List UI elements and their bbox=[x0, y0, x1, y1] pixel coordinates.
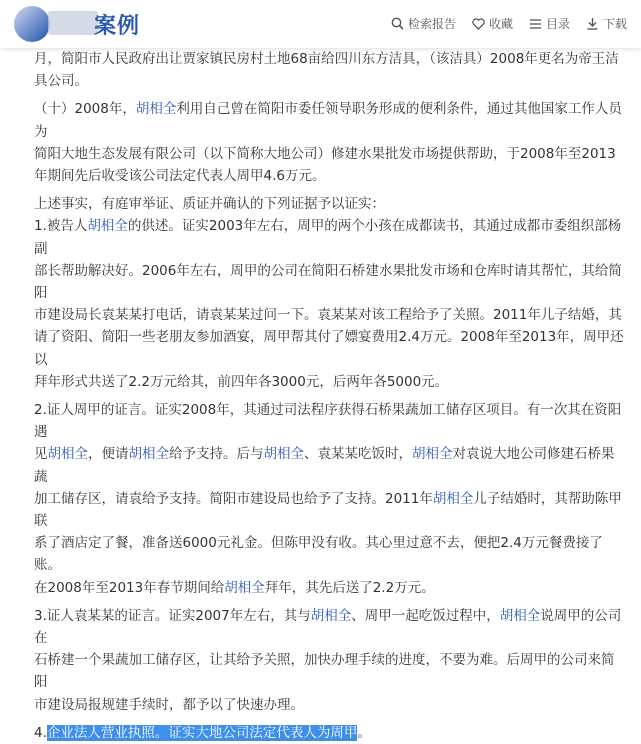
toolbar bbox=[391, 15, 627, 32]
text-run: 、袁某某吃饭时， bbox=[304, 446, 412, 463]
document-body bbox=[34, 48, 626, 744]
person-link[interactable]: 胡相全 bbox=[499, 607, 541, 624]
heart-icon bbox=[472, 18, 485, 30]
download-label: 下载 bbox=[602, 17, 627, 31]
text-line: 部长帮助解决好。2006年左右，周甲的公司在简阳石桥建水果批发市场和仓库时请其帮忙，其给简阳 bbox=[34, 262, 622, 302]
logo-icon[interactable] bbox=[14, 6, 50, 42]
text-run: 的供述。证实2003年左右，周甲的两个小孩在成都读书，其通过成都市委组织部杨副 bbox=[34, 218, 622, 257]
text-run: 说周甲的公司在 bbox=[34, 607, 622, 647]
text-run: 。 bbox=[357, 724, 371, 741]
catalog-button[interactable] bbox=[529, 15, 570, 32]
download-button[interactable] bbox=[586, 15, 627, 32]
selected-text[interactable]: 企业法人营业执照。证实大地公司法定代表人为周甲 bbox=[46, 724, 358, 741]
search-icon bbox=[391, 17, 404, 30]
text-run: ，便请 bbox=[88, 446, 129, 463]
text-run: 4. bbox=[34, 724, 47, 741]
text-run: 、周甲一起吃饭过程中， bbox=[351, 607, 500, 624]
person-link[interactable]: 胡相全 bbox=[87, 218, 128, 235]
text-line: 市建设局长袁某某打电话，请袁某某过问一下。袁某某对该工程给予了关照。2011年儿子结婚，其 bbox=[34, 307, 622, 324]
paragraph-5 bbox=[34, 605, 626, 716]
text-line: 简阳大地生态发展有限公司（以下简称大地公司）修建水果批发市场提供帮助，于2008年至2013 bbox=[34, 145, 616, 162]
text-run: 给予支持。后与 bbox=[169, 446, 264, 463]
text-run: 3.证人袁某某的证言。证实2007年左右，其与 bbox=[34, 607, 311, 624]
text-line: 系了酒店定了餐，准备送6000元礼金。但陈甲没有收。其心里过意不去，便把2.4万元餐费接了账。 bbox=[34, 535, 603, 574]
logo-blurred-text bbox=[48, 11, 98, 35]
text-run: 对袁说大地公司修建石桥果蔬 bbox=[34, 446, 615, 485]
text-run: 加工储存区，请袁给予支持。简阳市建设局也给予了支持。2011年 bbox=[34, 490, 433, 507]
text-run: 儿子结婚时，其帮助陈甲联 bbox=[34, 490, 622, 530]
text-run: （十）2008年， bbox=[34, 101, 136, 118]
person-link[interactable]: 胡相全 bbox=[128, 446, 169, 463]
list-icon bbox=[529, 18, 542, 30]
person-link[interactable]: 胡相全 bbox=[135, 101, 177, 118]
text-run: 拜年，其先后送了2.2万元。 bbox=[264, 579, 435, 596]
download-icon bbox=[586, 17, 599, 30]
person-link[interactable]: 胡相全 bbox=[47, 446, 88, 463]
text-line: 请了资阳、简阳一些老朋友参加酒宴，周甲帮其付了嫖宴费用2.4万元。2008年至2013年，周甲还以 bbox=[34, 329, 624, 368]
paragraph-4 bbox=[34, 399, 626, 599]
person-link[interactable]: 胡相全 bbox=[432, 490, 474, 507]
paragraph-0 bbox=[34, 48, 626, 92]
catalog-label: 目录 bbox=[545, 17, 570, 31]
person-link[interactable]: 胡相全 bbox=[310, 607, 352, 624]
text-line: 石桥建一个果蔬加工储存区，让其给予关照，加快办理手续的进度，不要为难。后周甲的公司来简阳 bbox=[34, 652, 615, 691]
text-run: 见 bbox=[34, 446, 48, 463]
text-line: 年期间先后收受该公司法定代表人周甲4.6万元。 bbox=[34, 168, 326, 185]
text-line: 2.证人周甲的证言。证实2008年，其通过司法程序获得石桥果蔬加工储存区项目。有一次其在资阳遇 bbox=[34, 402, 622, 441]
paragraph-2: 上述事实，有庭审举证、质证并确认的下列证据予以证实： bbox=[34, 196, 385, 213]
search-report-button[interactable] bbox=[391, 15, 456, 32]
text-line: 拜年形式共送了2.2万元给其，前四年各3000元，后两年各5000元。 bbox=[34, 373, 449, 390]
text-run: 利用自己曾在简阳市委任领导职务形成的便利条件，通过其他国家工作人员为 bbox=[34, 101, 622, 140]
text-run: 在2008年至2013年春节期间给 bbox=[34, 579, 225, 596]
person-link[interactable]: 胡相全 bbox=[263, 446, 304, 463]
text-line: 具公司。 bbox=[34, 73, 88, 90]
favorite-label: 收藏 bbox=[488, 17, 513, 31]
paragraph-6 bbox=[34, 722, 626, 744]
text-line: 市建设局报规建手续时，都予以了快速办理。 bbox=[34, 696, 304, 713]
paragraph-1 bbox=[34, 98, 626, 187]
paragraph-3 bbox=[34, 215, 626, 393]
text-run: 1.被告人 bbox=[34, 218, 88, 235]
text-line: 月，简阳市人民政府出让贾家镇民房村土地68亩给四川东方洁具，（该洁具）2008年更名为帝王洁 bbox=[34, 51, 619, 67]
person-link[interactable]: 胡相全 bbox=[412, 446, 453, 463]
person-link[interactable]: 胡相全 bbox=[224, 579, 265, 596]
favorite-button[interactable] bbox=[472, 15, 513, 32]
search-report-label: 检索报告 bbox=[407, 17, 456, 31]
header-bar bbox=[0, 0, 641, 48]
site-title: 案例 bbox=[94, 14, 141, 39]
